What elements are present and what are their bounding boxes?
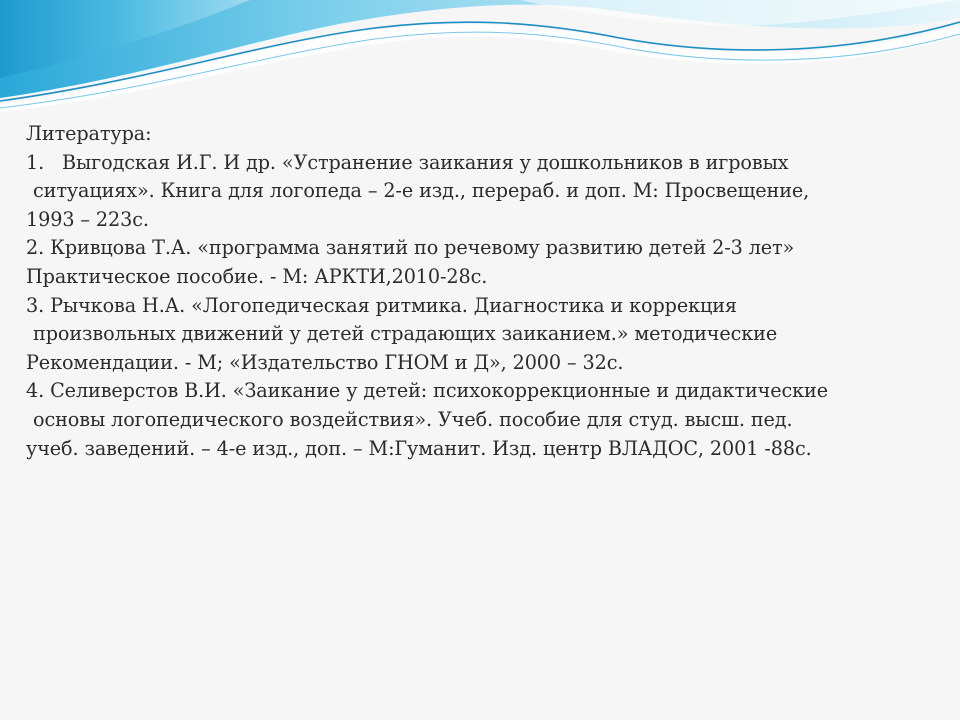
decorative-wave-header [0,0,960,120]
reference-1-line-1: 1. Выгодская И.Г. И др. «Устранение заикания у дошкольников в игровых [26,149,926,178]
reference-4-line-3: учеб. заведений. – 4-е изд., доп. – М:Гуманит. Изд. центр ВЛАДОС, 2001 -88с. [26,436,812,460]
reference-4-line-2: основы логопедического воздействия». Учеб. пособие для студ. высш. пед. [33,407,793,431]
reference-2-line-2: Практическое пособие. - М: АРКТИ,2010-28с. [26,264,488,288]
reference-3-line-3: Рекомендации. - М; «Издательство ГНОМ и Д», 2000 – 32с. [26,350,624,374]
reference-3-line-2: произвольных движений у детей страдающих заиканием.» методические [33,322,778,346]
reference-1-line-3: 1993 – 223с. [26,207,149,231]
reference-2-line-1: 2. Кривцова Т.А. «программа занятий по речевому развитию детей 2-3 лет» [26,236,795,260]
reference-3-line-1: 3. Рычкова Н.А. «Логопедическая ритмика. Диагностика и коррекция [26,293,737,317]
references-text [26,120,926,463]
reference-1-line-2: ситуациях». Книга для логопеда – 2-е изд., перераб. и доп. М: Просвещение, [33,179,810,203]
reference-1-number: 1. [26,150,45,174]
reference-4-line-1: 4. Селиверстов В.И. «Заикание у детей: психокоррекционные и дидактические [26,379,828,403]
references-heading: Литература: [26,122,152,145]
